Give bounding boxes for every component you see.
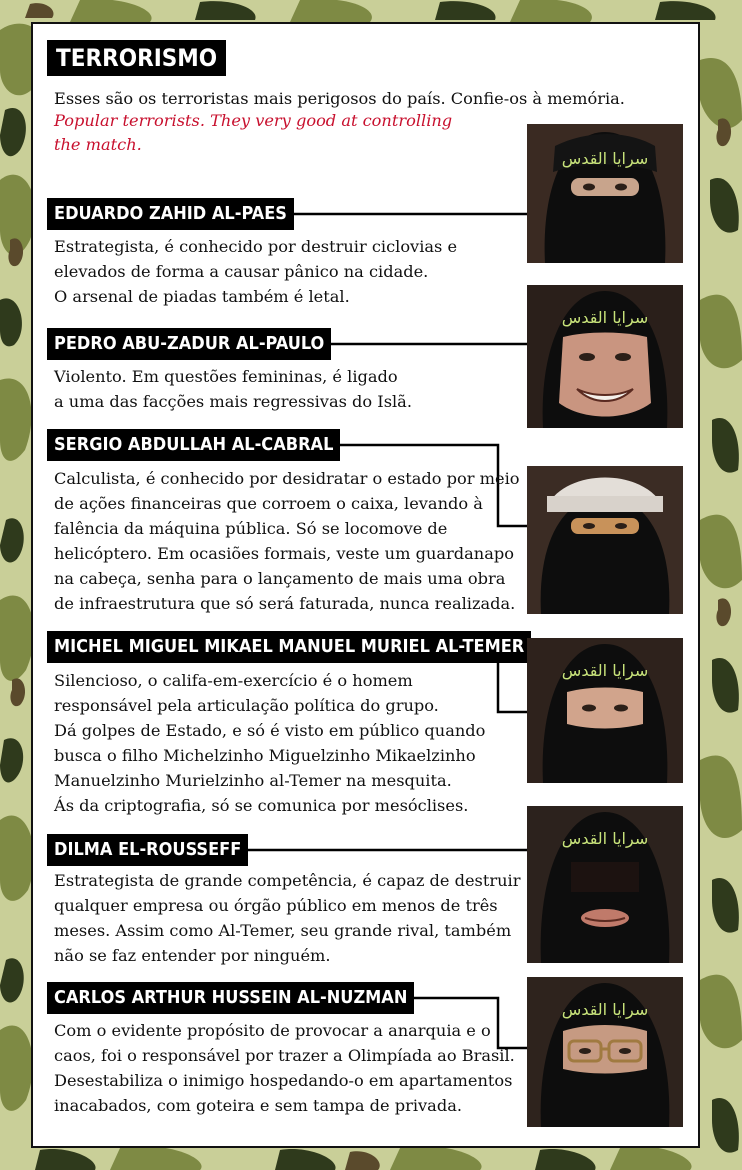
red-note-line-1: Popular terrorists. They very good at controlling: [54, 111, 453, 130]
profile-text-line: Dá golpes de Estado, e só é visto em público quando: [54, 721, 486, 740]
profile-text-line: de ações financeiras que corroem o caixa, levando à: [54, 494, 483, 513]
masked-portrait-photo: [527, 285, 683, 428]
profile-text-line: Estrategista de grande competência, é capaz de destruir: [54, 871, 521, 890]
profile-text-line: a uma das facções mais regressivas do Islã.: [54, 392, 412, 411]
masked-portrait-photo: [527, 466, 683, 614]
profile-text-line: inacabados, com goteira e sem tampa de privada.: [54, 1096, 462, 1115]
profile-text-line: caos, foi o responsável por trazer a Olimpíada ao Brasil.: [54, 1046, 515, 1065]
masked-portrait-photo: [527, 977, 683, 1127]
profile-text-line: Manuelzinho Murielzinho al-Temer na mesquita.: [54, 771, 452, 790]
masked-portrait-photo: [527, 806, 683, 963]
profile-text-line: O arsenal de piadas também é letal.: [54, 287, 350, 306]
profile-text-line: Estrategista, é conhecido por destruir ciclovias e: [54, 237, 458, 256]
profile-text-line: Calculista, é conhecido por desidratar o estado por meio: [54, 469, 520, 488]
masked-portrait-photo: [527, 638, 683, 783]
profile-text-line: responsável pela articulação política do grupo.: [54, 696, 439, 715]
section-title: TERRORISMO: [47, 40, 226, 76]
profile-text-line: falência da máquina pública. Só se locomove de: [54, 519, 448, 538]
profile-text-line: Silencioso, o califa-em-exercício é o homem: [54, 671, 413, 690]
profile-name: SERGIO ABDULLAH AL-CABRAL: [47, 429, 340, 461]
red-note-line-2: the match.: [54, 135, 142, 154]
profile-text-line: de infraestrutura que só será faturada, nunca realizada.: [54, 594, 516, 613]
headband-text: سرايا القدس: [561, 829, 649, 848]
masked-portrait-photo: [527, 124, 683, 263]
profile-text-line: na cabeça, senha para o lançamento de mais uma obra: [54, 569, 506, 588]
headband-text: سرايا القدس: [561, 308, 649, 327]
profile-text-line: Ás da criptografia, só se comunica por mesóclises.: [54, 796, 469, 815]
headband-text: سرايا القدس: [561, 1000, 649, 1019]
profile-name: CARLOS ARTHUR HUSSEIN AL-NUZMAN: [47, 982, 414, 1014]
profile-text-line: elevados de forma a causar pânico na cidade.: [54, 262, 429, 281]
profile-text-line: qualquer empresa ou órgão público em menos de três: [54, 896, 498, 915]
intro-text: Esses são os terroristas mais perigosos do país. Confie-os à memória.: [54, 89, 625, 108]
profile-name: DILMA EL-ROUSSEFF: [47, 834, 248, 866]
profile-name: MICHEL MIGUEL MIKAEL MANUEL MURIEL AL-TEMER: [47, 631, 531, 663]
profile-text-line: busca o filho Michelzinho Miguelzinho Mikaelzinho: [54, 746, 476, 765]
profile-text-line: helicóptero. Em ocasiões formais, veste um guardanapo: [54, 544, 514, 563]
profile-text-line: meses. Assim como Al-Temer, seu grande rival, também: [54, 921, 512, 940]
profile-name: EDUARDO ZAHID AL-PAES: [47, 198, 294, 230]
headband-text: سرايا القدس: [561, 149, 649, 168]
headband-text: سرايا القدس: [561, 661, 649, 680]
profile-text-line: não se faz entender por ninguém.: [54, 946, 331, 965]
profile-text-line: Violento. Em questões femininas, é ligado: [54, 367, 398, 386]
profile-name: PEDRO ABU-ZADUR AL-PAULO: [47, 328, 331, 360]
profile-text-line: Desestabiliza o inimigo hospedando-o em apartamentos: [54, 1071, 513, 1090]
profile-text-line: Com o evidente propósito de provocar a anarquia e o: [54, 1021, 491, 1040]
